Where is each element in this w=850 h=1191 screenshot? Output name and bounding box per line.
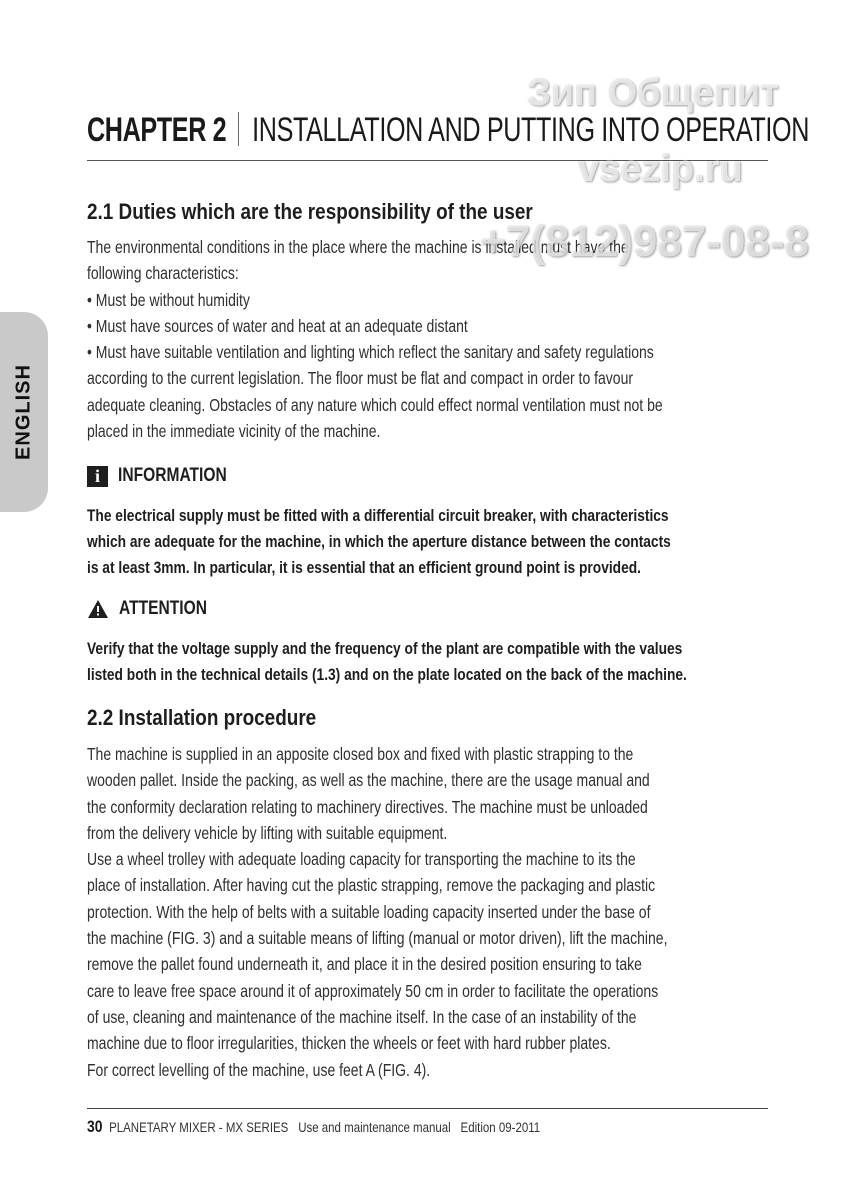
bullet-item: • Must have suitable ventilation and lighting which reflect the sanitary and safety regulations	[87, 342, 654, 363]
footer-edition: Edition 09-2011	[460, 1119, 541, 1135]
body-line: The environmental conditions in the place where the machine is installed must have the	[87, 237, 629, 257]
body-line: remove the pallet found underneath it, and place it in the desired position ensuring to take	[87, 954, 642, 975]
section-heading: 2.1 Duties which are the responsibility of the user	[87, 199, 533, 224]
body-line: adequate cleaning. Obstacles of any nature which could effect normal ventilation must not be	[87, 394, 663, 415]
bullet-item: • Must have sources of water and heat at an adequate distant	[87, 315, 468, 336]
note-line: Verify that the voltage supply and the frequency of the plant are compatible with the values	[87, 639, 683, 658]
body-line: For correct levelling of the machine, use feet A (FIG. 4).	[87, 1059, 431, 1080]
information-note	[87, 465, 768, 581]
body-line: The machine is supplied in an apposite closed box and fixed with plastic strapping to the	[87, 744, 634, 764]
information-label: INFORMATION	[118, 465, 227, 486]
body-line: place of installation. After having cut the plastic strapping, remove the packaging and plastic	[87, 875, 656, 896]
body-line: following characteristics:	[87, 263, 239, 284]
footer-document: Use and maintenance manual	[298, 1119, 451, 1135]
language-side-tab	[0, 312, 48, 512]
body-line: machine due to floor irregularities, thicken the wheels or feet with hard rubber plates.	[87, 1033, 611, 1054]
page-number: 30	[87, 1117, 103, 1136]
body-line: placed in the immediate vicinity of the machine.	[87, 421, 381, 442]
watermark-phone: +7(812)987-08-8	[480, 217, 810, 266]
watermark-site: vsezip.ru	[578, 148, 743, 190]
warning-icon	[87, 599, 109, 619]
note-line: The electrical supply must be fitted with a differential circuit breaker, with characteristics	[87, 506, 669, 525]
body-line: protection. With the help of belts with a suitable loading capacity inserted under the base of	[87, 901, 651, 922]
footer-product: PLANETARY MIXER - MX SERIES	[109, 1119, 289, 1135]
chapter-number: CHAPTER 2	[87, 111, 227, 149]
chapter-separator	[238, 112, 239, 146]
body-line: Use a wheel trolley with adequate loading capacity for transporting the machine to its the	[87, 849, 636, 870]
section-body	[87, 741, 768, 1083]
body-line: from the delivery vehicle by lifting with suitable equipment.	[87, 822, 448, 843]
attention-note	[87, 598, 768, 688]
attention-header	[87, 598, 768, 620]
section-installation	[87, 705, 768, 1083]
body-line: the conformity declaration relating to machinery directives. The machine must be unloaded	[87, 796, 648, 817]
note-line: listed both in the technical details (1.3) and on the plate located on the back of the machine.	[87, 665, 687, 684]
body-line: according to the current legislation. The floor must be flat and compact in order to favour	[87, 368, 634, 389]
information-header	[87, 465, 768, 487]
bullet-item: • Must be without humidity	[87, 289, 250, 310]
body-line: wooden pallet. Inside the packing, as well as the machine, there are the usage manual and	[87, 770, 650, 791]
chapter-heading: INSTALLATION AND PUTTING INTO OPERATION	[252, 111, 810, 149]
note-line: which are adequate for the machine, in which the aperture distance between the contacts	[87, 532, 671, 551]
page-footer	[87, 1117, 540, 1137]
body-line: care to leave free space around it of approximately 50 cm in order to facilitate the operations	[87, 980, 659, 1001]
watermark-brand: Зип Общепит	[527, 72, 779, 114]
attention-label: ATTENTION	[119, 598, 207, 619]
section-heading: 2.2 Installation procedure	[87, 705, 317, 730]
attention-body	[87, 636, 768, 688]
body-line: of use, cleaning and maintenance of the machine itself. In the case of an instability of the	[87, 1006, 637, 1027]
footer-rule	[87, 1108, 768, 1109]
language-label: ENGLISH	[12, 364, 35, 460]
info-icon: i	[87, 466, 108, 487]
body-line: the machine (FIG. 3) and a suitable means of lifting (manual or motor driven), lift the machine,	[87, 928, 668, 949]
information-body	[87, 503, 768, 581]
note-line: is at least 3mm. In particular, it is essential that an efficient ground point is provided.	[87, 558, 641, 577]
